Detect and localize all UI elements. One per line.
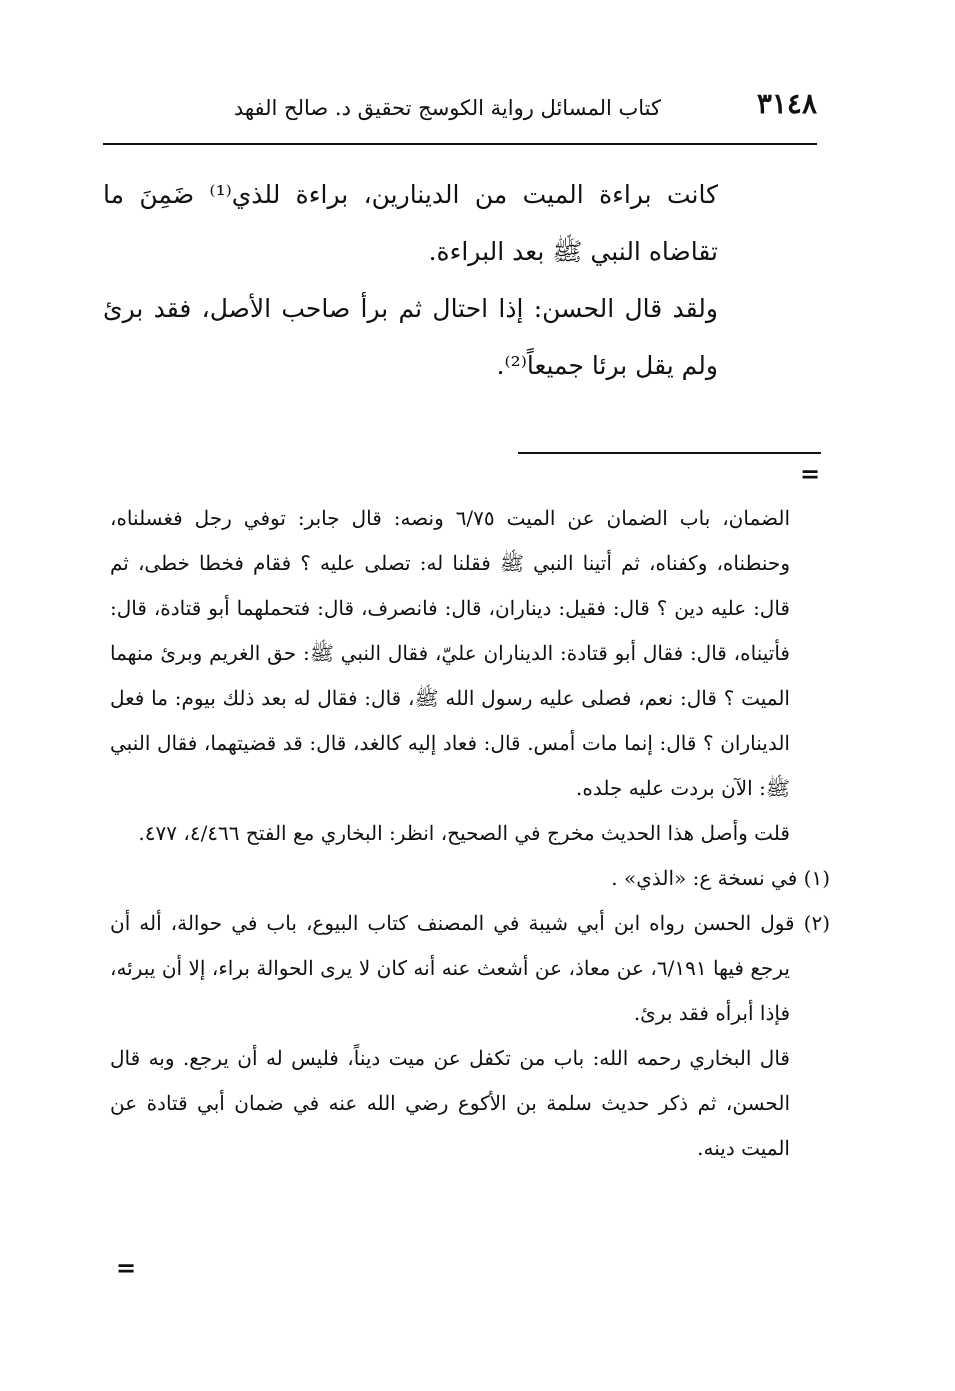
- main-text: [103, 166, 718, 394]
- running-title: كتاب المسائل رواية الكوسج تحقيق د. صالح الفهد: [233, 96, 661, 120]
- footnote-2: (٢) قول الحسن رواه ابن أبي شيبة في المصنف كتاب البيوع، باب في حوالة، أله أن يرجع فيها ٦/١٩١، عن معاذ، عن أشعث عنه أنه كان لا يرى الحوالة براء، إلا أن يبرئه، فإذا أبرأه فقد برئ.: [110, 911, 830, 1025]
- footnotes: [110, 496, 830, 1171]
- main-paragraph: ولقد قال الحسن: إذا احتال ثم برأ صاحب الأصل، فقد برئ ولم يقل برئا جميعاً⁽²⁾.: [103, 294, 718, 380]
- page-number: ٣١٤٨: [756, 87, 817, 120]
- footnote-continued-text: الضمان، باب الضمان عن الميت ٦/٧٥ ونصه: قال جابر: توفي رجل فغسلناه، وحنطناه، وكفناه، ثم أتينا النبي ﷺ فقلنا له: تصلى عليه ؟ فقام فخطا خطى، ثم قال: عليه دين ؟ قال: فقيل: ديناران، قال: فانصرف، قال: فتحملهما أبو قتادة، قال: فأتيناه، قال: فقال أبو قتادة: الديناران عليّ، فقال النبي ﷺ: حق الغريم وبرئ منهما الميت ؟ قال: نعم، فصلى عليه رسول الله ﷺ، قال: فقال له بعد ذلك بيوم: ما فعل الديناران ؟ قال: إنما مات أمس. قال: فعاد إليه كالغد، قال: قد قضيتهما، فقال النبي ﷺ: الآن بردت عليه جلده.: [110, 506, 791, 800]
- continuation-mark-bottom: =: [116, 1253, 137, 1282]
- header-rule: [103, 143, 817, 145]
- continuation-mark-top: =: [800, 459, 821, 488]
- footnote-1: (١) في نسخة ع: «الذي» .: [611, 866, 830, 890]
- running-header: [103, 78, 817, 132]
- footnote-separator: [518, 452, 821, 454]
- footnote-continued-text: قلت وأصل هذا الحديث مخرج في الصحيح، انظر: البخاري مع الفتح ٤/٤٦٦، ٤٧٧.: [138, 821, 790, 845]
- main-paragraph: كانت براءة الميت من الدينارين، براءة للذي⁽¹⁾ ضَمِنَ ما تقاضاه النبي ﷺ بعد البراءة.: [103, 180, 718, 266]
- footnote-2-continued: قال البخاري رحمه الله: باب من تكفل عن ميت ديناً، فليس له أن يرجع. وبه قال الحسن، ثم ذكر حديث سلمة بن الأكوع رضي الله عنه في ضمان أبي قتادة عن الميت دينه.: [110, 1046, 790, 1160]
